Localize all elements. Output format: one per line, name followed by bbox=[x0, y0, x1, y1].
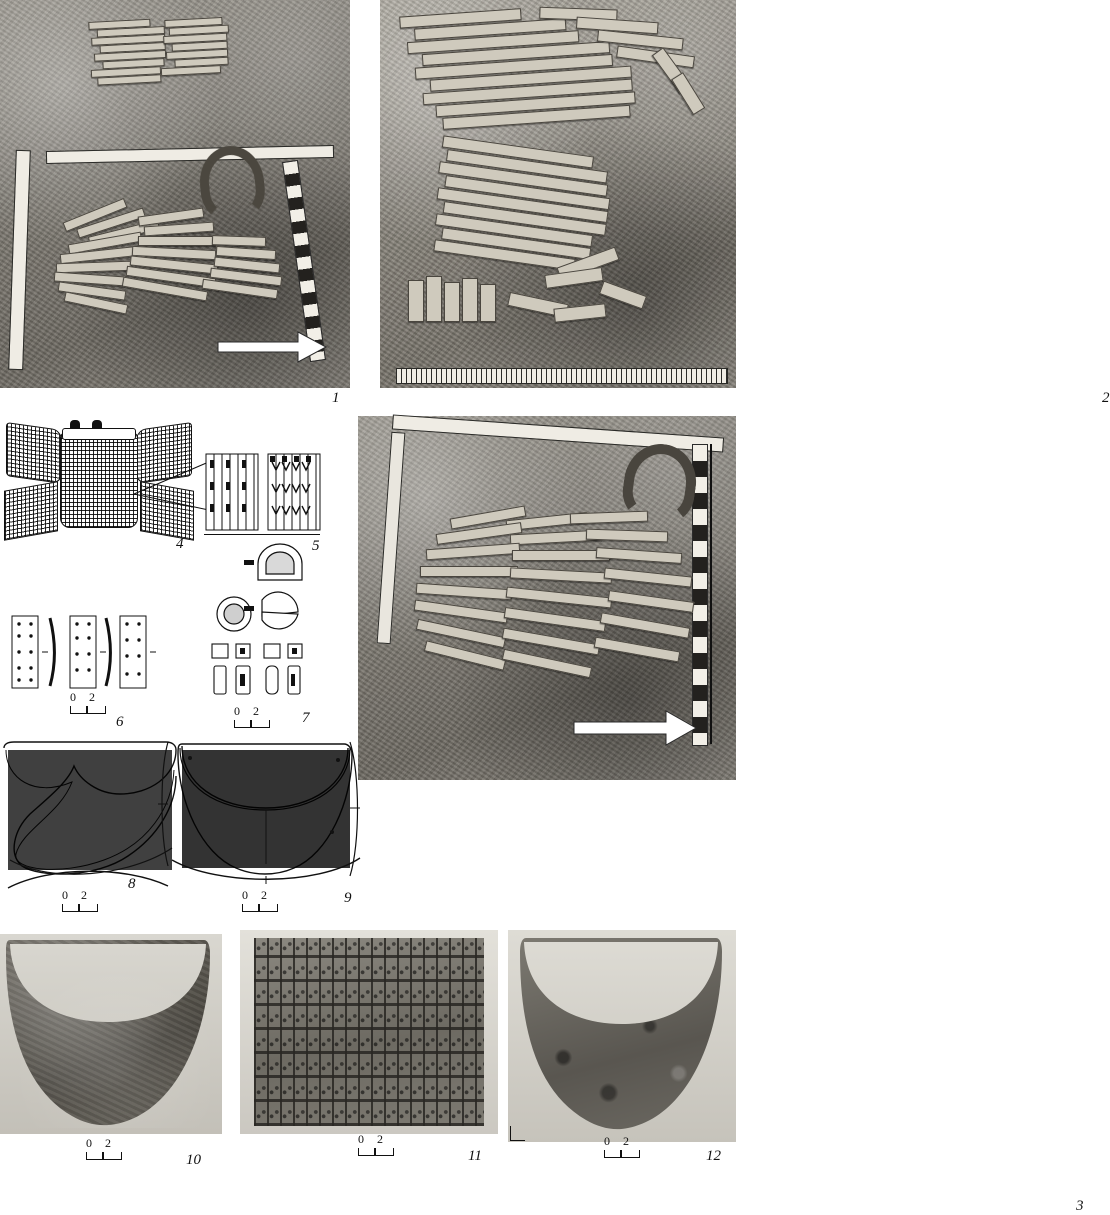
panel-10-photo bbox=[0, 934, 222, 1168]
north-arrow-3 bbox=[574, 708, 698, 748]
panel-number-9: 9 bbox=[344, 890, 352, 906]
pauldron-left bbox=[6, 422, 62, 484]
ruler-bottom bbox=[396, 368, 728, 384]
plate-perforations bbox=[254, 938, 484, 1126]
panel-number-8: 8 bbox=[128, 876, 136, 892]
panel-number-3: 3 bbox=[1076, 1198, 1084, 1214]
panel-number-10: 10 bbox=[186, 1152, 201, 1168]
panel-7-drawing bbox=[196, 548, 326, 728]
panel-number-1: 1 bbox=[332, 390, 340, 406]
skirt-left bbox=[4, 481, 58, 541]
panel-6-drawing bbox=[8, 612, 168, 732]
panel-number-4: 4 bbox=[176, 536, 184, 552]
panel-11-photo bbox=[240, 930, 498, 1164]
cuirass-body bbox=[60, 432, 138, 528]
scale-line-right bbox=[710, 444, 712, 744]
panel-9-drawing bbox=[172, 736, 362, 916]
scale-bar-6: 0 2 bbox=[70, 692, 130, 716]
panel-5-drawing bbox=[204, 450, 324, 560]
panel-number-12: 12 bbox=[706, 1148, 721, 1164]
panel-12-photo bbox=[508, 930, 736, 1164]
panel-1-photo bbox=[0, 0, 350, 406]
scale-bar-7: 0 2 bbox=[234, 706, 294, 730]
tick-right bbox=[346, 740, 364, 880]
scale-bar-11: 0 2 bbox=[358, 1134, 418, 1158]
north-arrow bbox=[218, 330, 328, 364]
lamellar-cluster-upper bbox=[88, 14, 241, 92]
panel-number-5: 5 bbox=[312, 538, 320, 554]
panel-number-7: 7 bbox=[302, 710, 310, 726]
panel-number-11: 11 bbox=[468, 1148, 482, 1164]
panel-number-6: 6 bbox=[116, 714, 124, 730]
lamellar-rows-3 bbox=[410, 512, 700, 712]
gorget-front-curve bbox=[168, 856, 364, 886]
panel-8-drawing bbox=[0, 736, 180, 916]
panel-number-2: 2 bbox=[1102, 390, 1110, 406]
panel-2-photo bbox=[380, 0, 1110, 406]
lamellar-cluster-main bbox=[52, 210, 292, 330]
neck-opening bbox=[62, 428, 136, 440]
tick-left bbox=[156, 740, 172, 870]
lamellar-scatter bbox=[404, 276, 704, 362]
partial-scale-mark bbox=[510, 1126, 525, 1141]
scale-bar-9: 0 2 bbox=[242, 890, 302, 914]
scale-bar-8: 0 2 bbox=[62, 890, 122, 914]
scale-bar-12: 0 2 bbox=[604, 1136, 664, 1160]
scale-bar-10: 0 2 bbox=[86, 1138, 146, 1162]
